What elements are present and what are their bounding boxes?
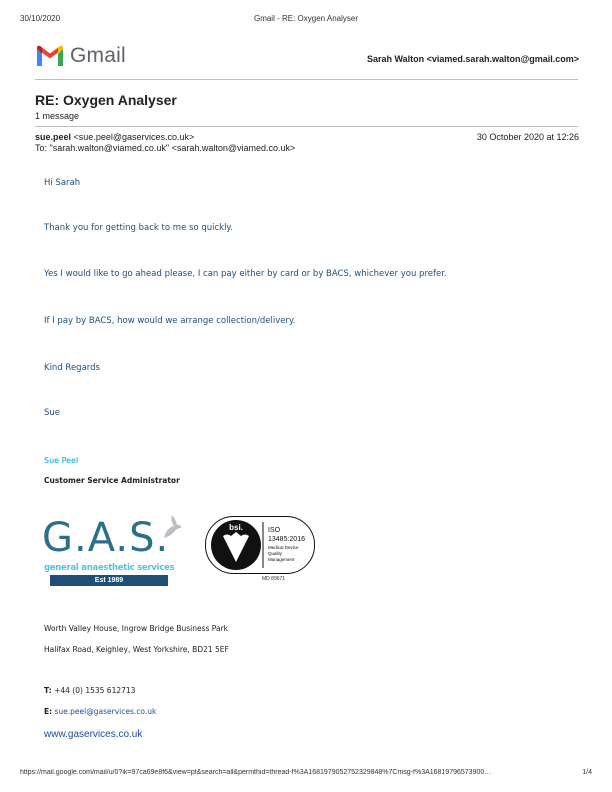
- sender: [35, 132, 194, 142]
- iso-text: ISO: [268, 527, 281, 534]
- print-date: 30/10/2020: [20, 14, 61, 23]
- iso-desc: Management: [268, 557, 295, 562]
- header-divider: [35, 79, 578, 80]
- bsi-iso-logo: [205, 516, 315, 579]
- body-line: If I pay by BACS, how would we arrange collection/delivery.: [44, 316, 296, 326]
- gas-logo-tagline: general anaesthetic services: [44, 562, 175, 572]
- iso-desc: Medical Device: [268, 545, 299, 550]
- email-link[interactable]: sue.peel@gaservices.co.uk: [54, 707, 157, 716]
- print-url: https://mail.google.com/mail/u/0?ik=97ca69e8f6&view=pt&search=all&permthid=thread-f%3A1681979052752329848%7Cmsg-f%3A16819796573900…: [20, 769, 492, 776]
- gas-logo-est: Est 1989: [50, 575, 168, 586]
- body-signoff: Sue: [44, 408, 61, 418]
- message-date: 30 October 2020 at 12:26: [476, 132, 579, 142]
- thread-subject: RE: Oxygen Analyser: [35, 92, 177, 108]
- sender-name: sue.peel: [35, 132, 72, 142]
- subject-divider: [35, 126, 578, 127]
- page-number: 1/4: [582, 769, 592, 776]
- message-count: 1 message: [35, 111, 80, 121]
- body-line: Yes I would like to go ahead please, I can pay either by card or by BACS, whichever you prefer.: [44, 269, 447, 279]
- gas-logo: [42, 514, 192, 590]
- phone-label: T:: [44, 686, 52, 695]
- body-greeting: Hi Sarah: [44, 178, 81, 188]
- phone: [44, 686, 135, 695]
- dove-icon: [160, 514, 182, 540]
- sender-email: <sue.peel@gaservices.co.uk>: [73, 132, 195, 142]
- email: [44, 707, 156, 716]
- body-closing: Kind Regards: [44, 363, 100, 373]
- gmail-envelope-icon: [35, 45, 65, 68]
- gmail-brand-text: Gmail: [70, 44, 126, 67]
- email-label: E:: [44, 707, 53, 716]
- address-line-2: Halifax Road, Keighley, West Yorkshire, BD21 5EF: [44, 645, 229, 654]
- account-name: Sarah Walton <viamed.sarah.walton@gmail.com>: [366, 54, 579, 64]
- bsi-logo-text: bsi.: [229, 523, 243, 532]
- website-link[interactable]: www.gaservices.co.uk: [44, 729, 143, 740]
- gmail-logo[interactable]: [35, 44, 126, 68]
- address-line-1: Worth Valley House, Ingrow Bridge Business Park: [44, 624, 228, 633]
- phone-number: +44 (0) 1535 612713: [54, 686, 136, 695]
- recipient: To: "sarah.walton@viamed.co.uk" <sarah.walton@viamed.co.uk>: [35, 143, 296, 153]
- body-line: Thank you for getting back to me so quickly.: [44, 223, 233, 233]
- iso-desc: Quality: [268, 551, 283, 556]
- signature-name: Sue Peel: [44, 456, 79, 465]
- gas-logo-text: G.A.S.: [42, 515, 170, 561]
- iso-number: 13485:2016: [268, 536, 305, 543]
- signature-title: Customer Service Administrator: [44, 476, 180, 485]
- bsi-cert-number: MD 89671: [262, 576, 286, 582]
- print-title: Gmail - RE: Oxygen Analyser: [253, 14, 359, 23]
